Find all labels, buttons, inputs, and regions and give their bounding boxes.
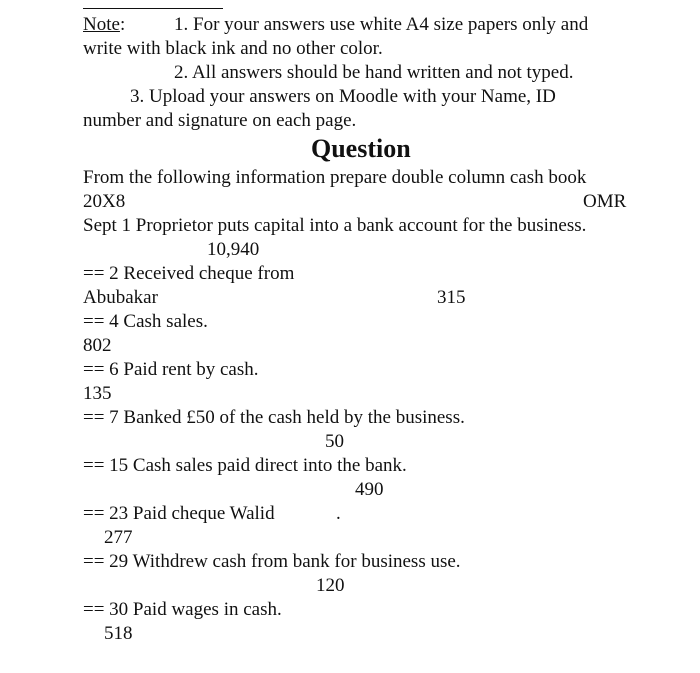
transaction-desc: == 4 Cash sales. [83,311,208,332]
transaction-desc: == 30 Paid wages in cash. [83,599,282,620]
transaction-amount: 802 [83,335,112,356]
question-year: 20X8 [83,191,126,212]
transaction-desc: Sept 1 Proprietor puts capital into a bank account for the business. [83,215,587,236]
note-label: Note [83,14,120,35]
stray-mark: . [336,503,341,524]
note-rule [83,8,223,9]
transaction-amount: 10,940 [207,239,260,260]
transaction-desc: == 15 Cash sales paid direct into the bank. [83,455,407,476]
transaction-amount: 315 [437,287,466,308]
note-item-3-line-2: number and signature on each page. [83,110,357,131]
transaction-desc: == 6 Paid rent by cash. [83,359,259,380]
transaction-amount: 120 [316,575,345,596]
transaction-desc: == 29 Withdrew cash from bank for business use. [83,551,461,572]
transaction-desc-continued: Abubakar [83,287,158,308]
note-item-1-line-1: 1. For your answers use white A4 size papers only and [174,14,589,35]
transaction-desc: == 23 Paid cheque Walid [83,503,275,524]
transaction-amount: 277 [104,527,133,548]
question-currency: OMR [583,191,627,212]
note-item-3-line-1: 3. Upload your answers on Moodle with your Name, ID [130,86,556,107]
question-intro: From the following information prepare double column cash book [83,167,587,188]
transaction-amount: 135 [83,383,112,404]
question-heading: Question [311,134,411,163]
note-colon: : [119,14,126,35]
note-item-1-line-2: write with black ink and no other color. [83,38,383,59]
transaction-desc: == 7 Banked £50 of the cash held by the business. [83,407,465,428]
note-line-1 [83,14,125,36]
note-item-2: 2. All answers should be hand written and not typed. [174,62,574,83]
transaction-amount: 50 [325,431,344,452]
transaction-amount: 490 [355,479,384,500]
transaction-amount: 518 [104,623,133,644]
transaction-desc: == 2 Received cheque from [83,263,295,284]
